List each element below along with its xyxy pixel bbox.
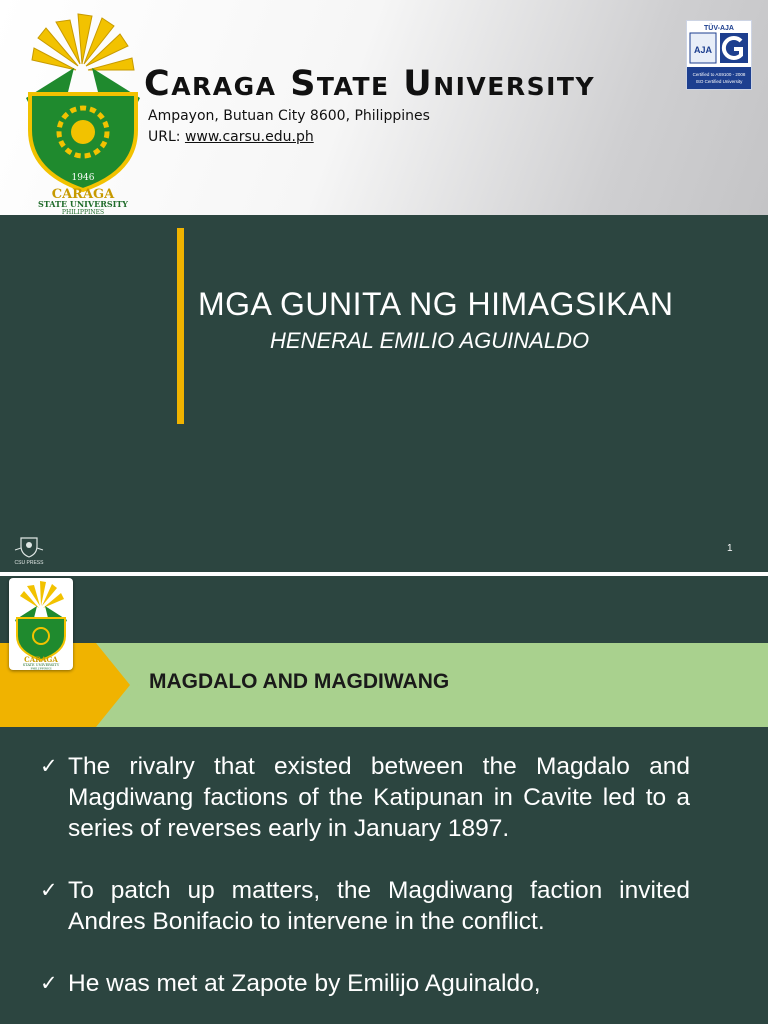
torch-rays-graphic <box>32 14 134 70</box>
seal-year: 1946 <box>71 173 95 183</box>
slide-title: MGA GUNITA NG HIMAGSIKAN <box>198 286 674 322</box>
svg-text:TÜV-AJA: TÜV-AJA <box>704 25 734 32</box>
certification-badge <box>686 20 752 90</box>
title-accent-bar <box>177 228 184 424</box>
csu-press-logo <box>12 532 46 566</box>
checkmark-icon: ✓ <box>40 878 58 902</box>
bullet-text: To patch up matters, the Magdiwang faction invited Andres Bonifacio to intervene in the conflict. <box>68 877 690 935</box>
university-url-row <box>148 129 314 145</box>
certification-logo <box>687 21 751 89</box>
page-number: 1 <box>727 543 733 554</box>
small-university-logo-card <box>9 578 73 670</box>
url-label: URL: <box>148 129 181 145</box>
checkmark-icon: ✓ <box>40 754 58 778</box>
small-university-logo <box>9 578 73 670</box>
bullet-text: The rivalry that existed between the Magdalo and Magdiwang factions of the Katipunan in Cavite led to a series of reverses early in January 1897. <box>68 753 690 842</box>
svg-text:AJA: AJA <box>693 45 713 55</box>
svg-text:CSU PRESS: CSU PRESS <box>14 560 44 566</box>
university-seal-logo <box>18 12 148 214</box>
list-item <box>40 968 690 999</box>
seal-caraga-text: CARAGA <box>51 187 115 202</box>
bullet-list <box>40 751 690 1030</box>
svg-text:PHILIPPINES: PHILIPPINES <box>30 666 52 670</box>
slide-subtitle: HENERAL EMILIO AGUINALDO <box>270 328 590 353</box>
list-item <box>40 875 690 937</box>
list-item <box>40 751 690 844</box>
svg-text:Certified to AS9100 - 2008: Certified to AS9100 - 2008 <box>692 72 746 77</box>
bullet-text: He was met at Zapote by Emilijo Aguinaldo, <box>68 970 541 997</box>
svg-text:CARAGA: CARAGA <box>24 655 58 664</box>
seal-state-university-text: STATE UNIVERSITY <box>37 199 129 209</box>
university-address: Ampayon, Butuan City 8600, Philippines <box>148 108 430 124</box>
section-heading: MAGDALO AND MAGDIWANG <box>149 670 450 693</box>
university-url-link[interactable]: www.carsu.edu.ph <box>184 129 314 145</box>
university-name: CARAGA STATE UNIVERSITY <box>144 64 596 104</box>
checkmark-icon: ✓ <box>40 971 58 995</box>
svg-text:STATE UNIVERSITY: STATE UNIVERSITY <box>22 663 60 667</box>
content-slide <box>0 576 768 1024</box>
svg-text:ISO Certified University: ISO Certified University <box>695 79 743 84</box>
university-header <box>0 0 768 215</box>
seal-philippines-text: PHILIPPINES <box>61 209 105 214</box>
